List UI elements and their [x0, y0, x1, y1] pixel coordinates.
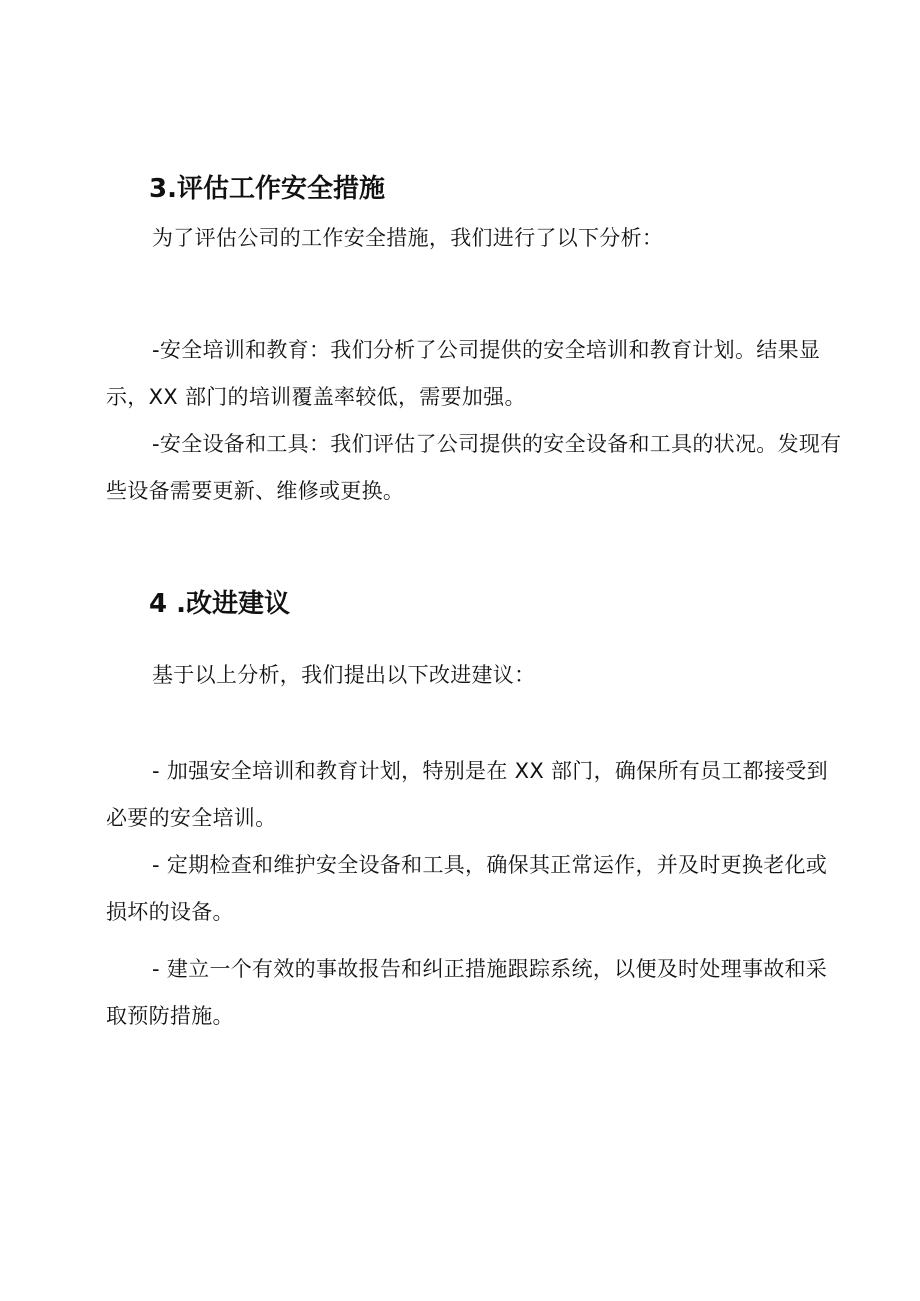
section-4-item-reporting: - 建立一个有效的事故报告和纠正措施跟踪系统，以便及时处理事故和采取预防措施。: [106, 957, 828, 1028]
section-3-heading: 3.评估工作安全措施: [149, 174, 385, 204]
section-4-intro: 基于以上分析，我们提出以下改进建议：: [152, 663, 536, 687]
section-3-item-training: -安全培训和教育：我们分析了公司提供的安全培训和教育计划。结果显示，XX 部门的培训覆盖率较低，需要加强。: [106, 338, 821, 409]
section-3-item-equipment: -安全设备和工具：我们评估了公司提供的安全设备和工具的状况。发现有些设备需要更新、维修或更换。: [106, 432, 842, 503]
section-4-heading: 4 .改进建议: [149, 589, 291, 619]
section-4-item-training: - 加强安全培训和教育计划，特别是在 XX 部门，确保所有员工都接受到必要的安全培训。: [106, 759, 828, 830]
section-4-item-maintenance: - 定期检查和维护安全设备和工具，确保其正常运作，并及时更换老化或损坏的设备。: [106, 853, 828, 924]
section-3-intro: 为了评估公司的工作安全措施，我们进行了以下分析：: [152, 226, 664, 250]
